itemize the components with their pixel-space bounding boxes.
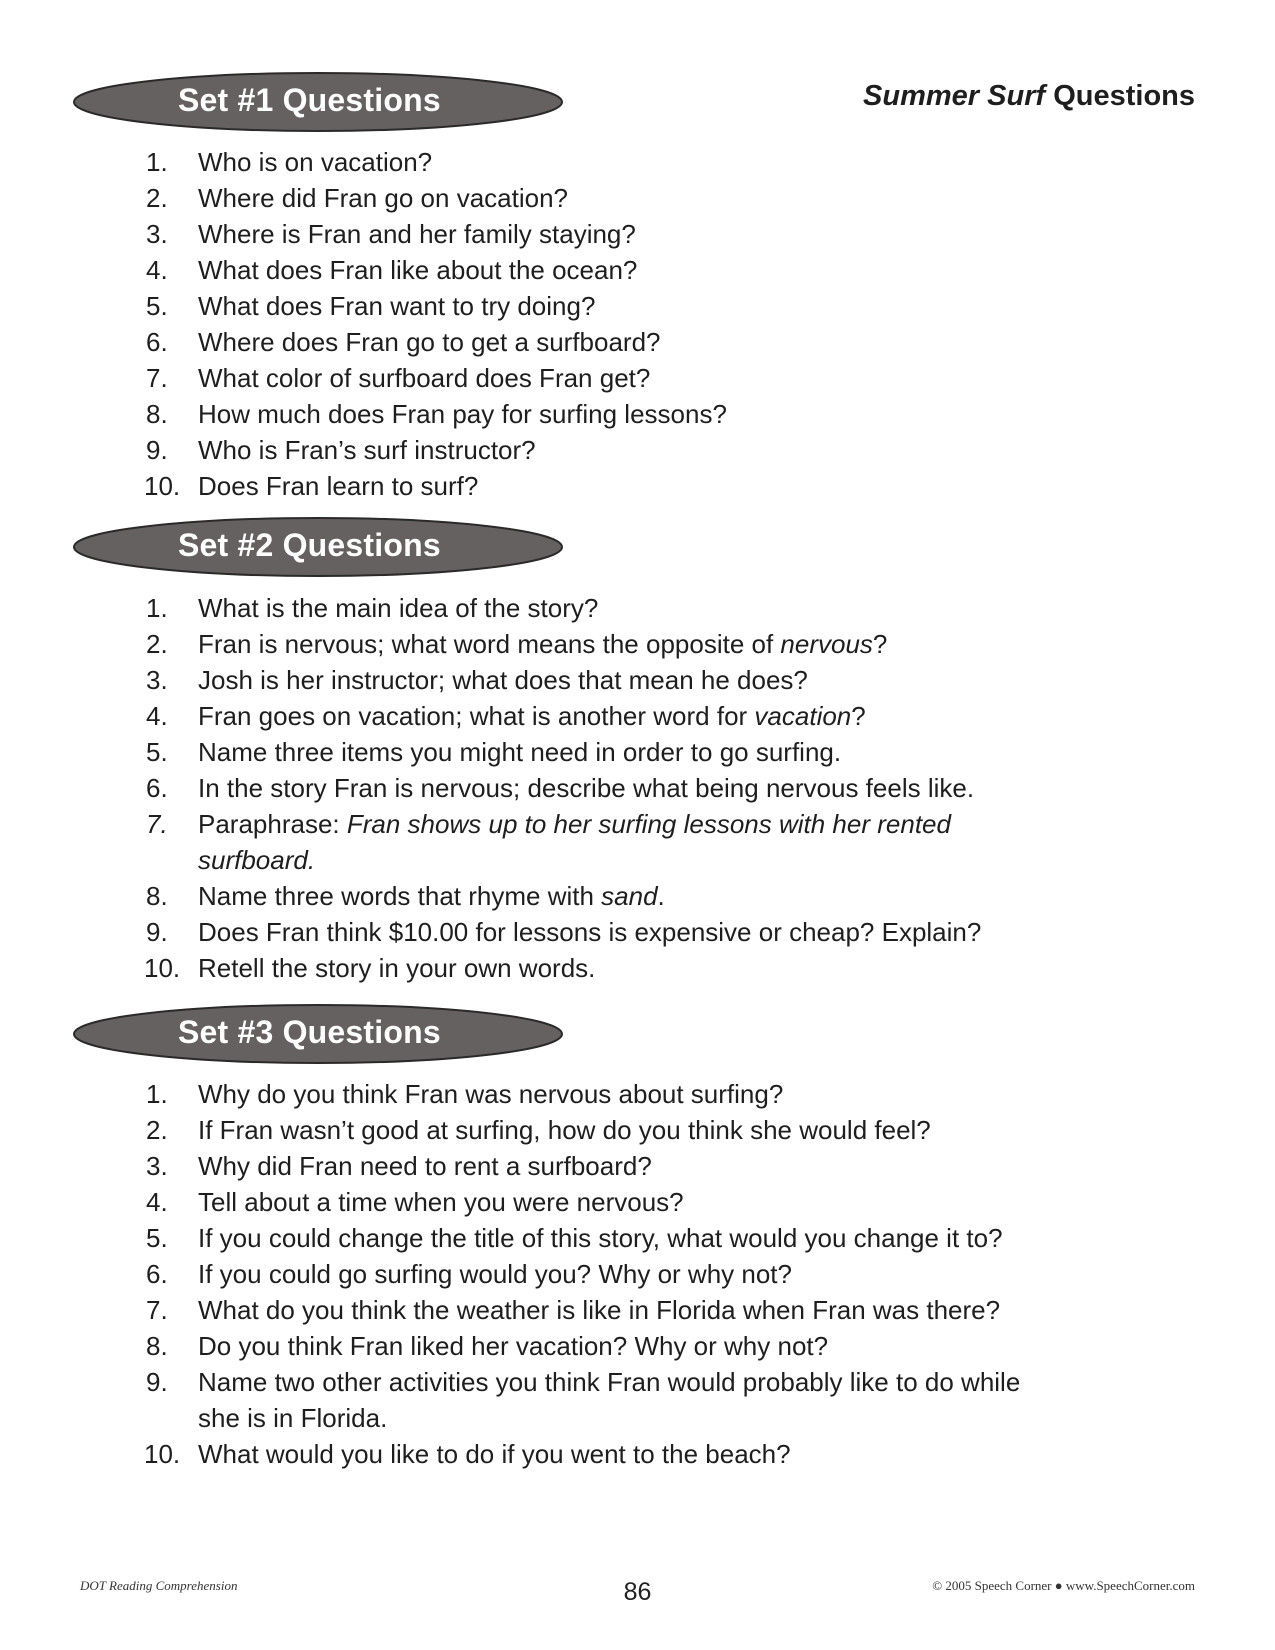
question-number: 3. bbox=[146, 1151, 168, 1181]
question-item bbox=[72, 396, 1212, 432]
question-item bbox=[72, 360, 1212, 396]
question-number: 4. bbox=[146, 1187, 168, 1217]
question-number: 8. bbox=[146, 881, 168, 911]
question-number: 2. bbox=[146, 1115, 168, 1145]
question-text: What is the main idea of the story? bbox=[198, 593, 599, 623]
question-number: 5. bbox=[146, 737, 168, 767]
question-item bbox=[72, 180, 1212, 216]
question-text: How much does Fran pay for surfing lessons? bbox=[198, 399, 727, 429]
question-number: 4. bbox=[146, 701, 168, 731]
question-item bbox=[72, 878, 1212, 914]
question-item bbox=[72, 324, 1212, 360]
question-number: 8. bbox=[146, 1331, 168, 1361]
question-number: 4. bbox=[146, 255, 168, 285]
set-2-heading-banner bbox=[72, 516, 564, 578]
question-text: If you could change the title of this story, what would you change it to? bbox=[198, 1223, 1003, 1253]
question-item bbox=[72, 1076, 1212, 1112]
question-item bbox=[72, 252, 1212, 288]
question-set-1 bbox=[72, 71, 1212, 504]
question-text: What do you think the weather is like in Florida when Fran was there? bbox=[198, 1295, 1001, 1325]
question-number: 7. bbox=[146, 809, 168, 839]
question-number: 6. bbox=[146, 327, 168, 357]
question-text: If you could go surfing would you? Why or why not? bbox=[198, 1259, 792, 1289]
question-text: Why do you think Fran was nervous about surfing? bbox=[198, 1079, 784, 1109]
page-number: 86 bbox=[623, 1578, 652, 1606]
set-1-question-list bbox=[72, 144, 1212, 504]
question-text: Name three words that rhyme with bbox=[198, 881, 602, 911]
question-number: 10. bbox=[144, 1439, 181, 1469]
question-number: 10. bbox=[144, 953, 181, 983]
question-number: 9. bbox=[146, 917, 168, 947]
question-item bbox=[72, 662, 1212, 698]
question-item bbox=[72, 806, 1212, 878]
question-text: Josh is her instructor; what does that mean he does? bbox=[198, 665, 808, 695]
set-3-heading-banner bbox=[72, 1003, 564, 1065]
page-title-rest: Questions bbox=[1045, 80, 1195, 112]
question-item bbox=[72, 1436, 1212, 1472]
question-item bbox=[72, 1220, 1212, 1256]
question-number: 10. bbox=[144, 471, 181, 501]
question-number: 5. bbox=[146, 291, 168, 321]
set-3-heading: Set #3 Questions bbox=[178, 1014, 441, 1050]
question-item bbox=[72, 950, 1212, 986]
question-text-continued: she is in Florida. bbox=[198, 1403, 388, 1433]
question-item bbox=[72, 626, 1212, 662]
footer-copyright: © 2005 Speech Corner ● www.SpeechCorner.com bbox=[932, 1578, 1195, 1593]
question-number: 3. bbox=[146, 219, 168, 249]
set-1-heading-banner bbox=[72, 71, 564, 133]
question-number: 6. bbox=[146, 1259, 168, 1289]
question-text: ? bbox=[872, 629, 888, 659]
question-number: 3. bbox=[146, 665, 168, 695]
question-text-italic: sand bbox=[601, 881, 658, 911]
question-text: Who is on vacation? bbox=[198, 147, 433, 177]
question-text: Fran is nervous; what word means the opposite of bbox=[198, 629, 781, 659]
question-item bbox=[72, 1112, 1212, 1148]
question-set-3 bbox=[72, 1003, 1212, 1472]
question-number: 1. bbox=[146, 593, 168, 623]
question-text: Name three items you might need in order to go surfing. bbox=[198, 737, 842, 767]
question-text: ? bbox=[851, 701, 866, 731]
question-set-2 bbox=[72, 516, 1212, 986]
question-text: Who is Fran’s surf instructor? bbox=[198, 435, 536, 465]
set-3-question-list bbox=[72, 1076, 1212, 1472]
question-item bbox=[72, 590, 1212, 626]
question-number: 6. bbox=[146, 773, 168, 803]
question-number: 8. bbox=[146, 399, 168, 429]
question-text-italic: vacation bbox=[754, 701, 852, 731]
question-item bbox=[72, 468, 1212, 504]
question-text: Where is Fran and her family staying? bbox=[198, 219, 636, 249]
question-item bbox=[72, 1364, 1212, 1436]
page-title-italic: Summer Surf bbox=[863, 80, 1046, 112]
question-text: Where does Fran go to get a surfboard? bbox=[198, 327, 661, 357]
question-item bbox=[72, 288, 1212, 324]
question-number: 9. bbox=[146, 1367, 168, 1397]
question-text-italic-continued: surfboard. bbox=[198, 845, 316, 875]
question-text: What does Fran like about the ocean? bbox=[198, 255, 638, 285]
question-item bbox=[72, 914, 1212, 950]
question-number: 1. bbox=[146, 147, 168, 177]
question-text: Paraphrase: bbox=[198, 809, 347, 839]
question-text-italic: nervous bbox=[780, 629, 873, 659]
question-item bbox=[72, 1292, 1212, 1328]
question-text: Does Fran learn to surf? bbox=[198, 471, 479, 501]
question-text: In the story Fran is nervous; describe what being nervous feels like. bbox=[198, 773, 975, 803]
question-item bbox=[72, 432, 1212, 468]
question-number: 7. bbox=[146, 1295, 168, 1325]
set-2-question-list bbox=[72, 590, 1212, 986]
question-item bbox=[72, 1328, 1212, 1364]
question-text: Where did Fran go on vacation? bbox=[198, 183, 568, 213]
question-number: 9. bbox=[146, 435, 168, 465]
question-item bbox=[72, 144, 1212, 180]
question-text: Does Fran think $10.00 for lessons is expensive or cheap? Explain? bbox=[198, 917, 982, 947]
question-text: Tell about a time when you were nervous? bbox=[198, 1187, 684, 1217]
question-item bbox=[72, 216, 1212, 252]
question-number: 1. bbox=[146, 1079, 168, 1109]
question-number: 5. bbox=[146, 1223, 168, 1253]
set-2-heading: Set #2 Questions bbox=[178, 527, 441, 563]
question-text: . bbox=[657, 881, 665, 911]
question-text: Why did Fran need to rent a surfboard? bbox=[198, 1151, 652, 1181]
question-text: If Fran wasn’t good at surfing, how do you think she would feel? bbox=[198, 1115, 931, 1145]
question-item bbox=[72, 698, 1212, 734]
question-number: 7. bbox=[146, 363, 168, 393]
question-number: 2. bbox=[146, 629, 168, 659]
question-text: Do you think Fran liked her vacation? Why or why not? bbox=[198, 1331, 829, 1361]
question-item bbox=[72, 1256, 1212, 1292]
question-number: 2. bbox=[146, 183, 168, 213]
question-text: What would you like to do if you went to the beach? bbox=[198, 1439, 791, 1469]
question-text: Retell the story in your own words. bbox=[198, 953, 596, 983]
footer-book-title: DOT Reading Comprehension bbox=[80, 1578, 238, 1593]
question-text: Name two other activities you think Fran would probably like to do while bbox=[198, 1367, 1021, 1397]
question-item bbox=[72, 770, 1212, 806]
question-text: What does Fran want to try doing? bbox=[198, 291, 596, 321]
question-item bbox=[72, 1148, 1212, 1184]
question-text: Fran goes on vacation; what is another word for bbox=[198, 701, 755, 731]
question-text: What color of surfboard does Fran get? bbox=[198, 363, 651, 393]
question-text-italic: Fran shows up to her surfing lessons with her rented bbox=[346, 809, 951, 839]
set-1-heading: Set #1 Questions bbox=[178, 82, 441, 118]
question-item bbox=[72, 1184, 1212, 1220]
question-item bbox=[72, 734, 1212, 770]
